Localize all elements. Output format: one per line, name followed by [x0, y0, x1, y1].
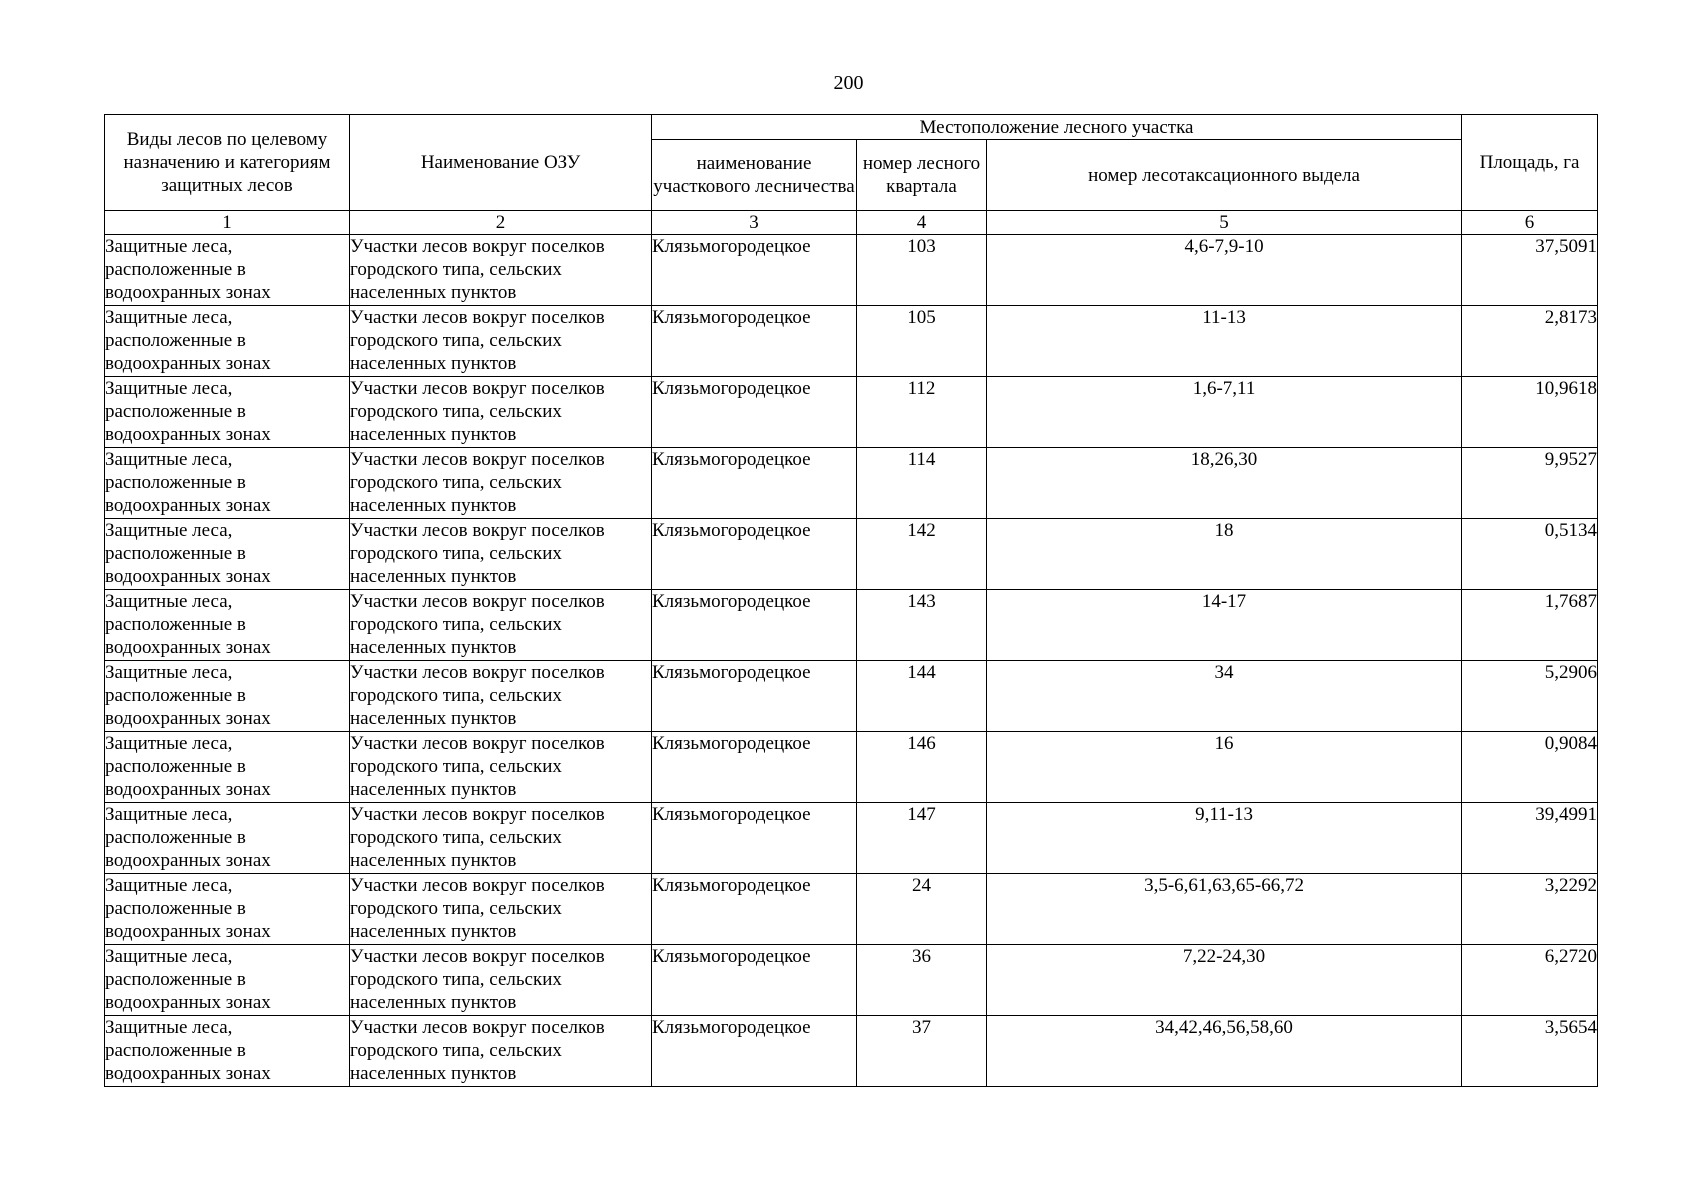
- table-row: [105, 448, 1598, 519]
- cell-forestry: Клязьмогородецкое: [652, 945, 857, 1016]
- cell-quarter: 37: [857, 1016, 987, 1087]
- cell-forestry: Клязьмогородецкое: [652, 306, 857, 377]
- cell-forestry: Клязьмогородецкое: [652, 377, 857, 448]
- cell-forest-kind: Защитные леса, расположенные в водоохранных зонах: [105, 874, 350, 945]
- table-row: [105, 519, 1598, 590]
- cell-forest-kind: Защитные леса, расположенные в водоохранных зонах: [105, 377, 350, 448]
- column-number: 1: [105, 211, 350, 235]
- column-number: 5: [987, 211, 1462, 235]
- cell-ozu-name: Участки лесов вокруг поселков городского типа, сельских населенных пунктов: [350, 732, 652, 803]
- cell-ozu-name: Участки лесов вокруг поселков городского типа, сельских населенных пунктов: [350, 306, 652, 377]
- cell-area: 6,2720: [1462, 945, 1598, 1016]
- cell-forest-kind: Защитные леса, расположенные в водоохранных зонах: [105, 448, 350, 519]
- cell-forestry: Клязьмогородецкое: [652, 590, 857, 661]
- cell-section: 34,42,46,56,58,60: [987, 1016, 1462, 1087]
- cell-forestry: Клязьмогородецкое: [652, 661, 857, 732]
- cell-forest-kind: Защитные леса, расположенные в водоохранных зонах: [105, 235, 350, 306]
- cell-area: 3,2292: [1462, 874, 1598, 945]
- cell-forestry: Клязьмогородецкое: [652, 732, 857, 803]
- cell-section: 7,22-24,30: [987, 945, 1462, 1016]
- cell-area: 9,9527: [1462, 448, 1598, 519]
- cell-ozu-name: Участки лесов вокруг поселков городского типа, сельских населенных пунктов: [350, 448, 652, 519]
- header-location-group: Местоположение лесного участка: [652, 115, 1462, 140]
- table-row: [105, 874, 1598, 945]
- cell-quarter: 144: [857, 661, 987, 732]
- cell-area: 5,2906: [1462, 661, 1598, 732]
- column-number: 4: [857, 211, 987, 235]
- cell-quarter: 147: [857, 803, 987, 874]
- cell-ozu-name: Участки лесов вокруг поселков городского типа, сельских населенных пунктов: [350, 803, 652, 874]
- cell-area: 1,7687: [1462, 590, 1598, 661]
- header-forest-kind: Виды лесов по целевому назначению и категориям защитных лесов: [105, 115, 350, 211]
- cell-quarter: 24: [857, 874, 987, 945]
- cell-quarter: 112: [857, 377, 987, 448]
- cell-section: 3,5-6,61,63,65-66,72: [987, 874, 1462, 945]
- header-forestry-name: наименование участкового лесничества: [652, 140, 857, 211]
- cell-forestry: Клязьмогородецкое: [652, 803, 857, 874]
- cell-quarter: 114: [857, 448, 987, 519]
- cell-forest-kind: Защитные леса, расположенные в водоохранных зонах: [105, 945, 350, 1016]
- table-row: [105, 732, 1598, 803]
- table-row: [105, 590, 1598, 661]
- cell-quarter: 105: [857, 306, 987, 377]
- cell-area: 10,9618: [1462, 377, 1598, 448]
- cell-ozu-name: Участки лесов вокруг поселков городского типа, сельских населенных пунктов: [350, 1016, 652, 1087]
- cell-forestry: Клязьмогородецкое: [652, 1016, 857, 1087]
- cell-forest-kind: Защитные леса, расположенные в водоохранных зонах: [105, 1016, 350, 1087]
- cell-section: 16: [987, 732, 1462, 803]
- cell-quarter: 103: [857, 235, 987, 306]
- cell-ozu-name: Участки лесов вокруг поселков городского типа, сельских населенных пунктов: [350, 661, 652, 732]
- cell-quarter: 143: [857, 590, 987, 661]
- cell-section: 34: [987, 661, 1462, 732]
- header-quarter-number: номер лесного квартала: [857, 140, 987, 211]
- table-row: [105, 803, 1598, 874]
- header-area: Площадь, га: [1462, 115, 1598, 211]
- cell-forest-kind: Защитные леса, расположенные в водоохранных зонах: [105, 590, 350, 661]
- cell-area: 0,9084: [1462, 732, 1598, 803]
- cell-area: 0,5134: [1462, 519, 1598, 590]
- cell-section: 18,26,30: [987, 448, 1462, 519]
- cell-quarter: 142: [857, 519, 987, 590]
- cell-forestry: Клязьмогородецкое: [652, 448, 857, 519]
- cell-section: 14-17: [987, 590, 1462, 661]
- cell-section: 11-13: [987, 306, 1462, 377]
- cell-area: 2,8173: [1462, 306, 1598, 377]
- cell-area: 39,4991: [1462, 803, 1598, 874]
- cell-forestry: Клязьмогородецкое: [652, 519, 857, 590]
- cell-forest-kind: Защитные леса, расположенные в водоохранных зонах: [105, 306, 350, 377]
- table-row: [105, 306, 1598, 377]
- column-number: 3: [652, 211, 857, 235]
- table-row: [105, 661, 1598, 732]
- cell-ozu-name: Участки лесов вокруг поселков городского типа, сельских населенных пунктов: [350, 874, 652, 945]
- cell-ozu-name: Участки лесов вокруг поселков городского типа, сельских населенных пунктов: [350, 519, 652, 590]
- column-number: 2: [350, 211, 652, 235]
- cell-section: 4,6-7,9-10: [987, 235, 1462, 306]
- header-section-number: номер лесотаксационного выдела: [987, 140, 1462, 211]
- cell-forestry: Клязьмогородецкое: [652, 874, 857, 945]
- table-row: [105, 235, 1598, 306]
- cell-forestry: Клязьмогородецкое: [652, 235, 857, 306]
- cell-ozu-name: Участки лесов вокруг поселков городского типа, сельских населенных пунктов: [350, 377, 652, 448]
- column-number: 6: [1462, 211, 1598, 235]
- cell-section: 1,6-7,11: [987, 377, 1462, 448]
- page-number: 200: [833, 72, 864, 94]
- forest-plots-table: [104, 114, 1598, 1087]
- cell-forest-kind: Защитные леса, расположенные в водоохранных зонах: [105, 661, 350, 732]
- cell-ozu-name: Участки лесов вокруг поселков городского типа, сельских населенных пунктов: [350, 590, 652, 661]
- table-row: [105, 377, 1598, 448]
- cell-area: 3,5654: [1462, 1016, 1598, 1087]
- header-ozu-name: Наименование ОЗУ: [350, 115, 652, 211]
- cell-ozu-name: Участки лесов вокруг поселков городского типа, сельских населенных пунктов: [350, 235, 652, 306]
- cell-forest-kind: Защитные леса, расположенные в водоохранных зонах: [105, 803, 350, 874]
- cell-quarter: 146: [857, 732, 987, 803]
- cell-quarter: 36: [857, 945, 987, 1016]
- cell-area: 37,5091: [1462, 235, 1598, 306]
- cell-forest-kind: Защитные леса, расположенные в водоохранных зонах: [105, 519, 350, 590]
- cell-section: 18: [987, 519, 1462, 590]
- cell-forest-kind: Защитные леса, расположенные в водоохранных зонах: [105, 732, 350, 803]
- cell-ozu-name: Участки лесов вокруг поселков городского типа, сельских населенных пунктов: [350, 945, 652, 1016]
- table-row: [105, 1016, 1598, 1087]
- table-row: [105, 945, 1598, 1016]
- cell-section: 9,11-13: [987, 803, 1462, 874]
